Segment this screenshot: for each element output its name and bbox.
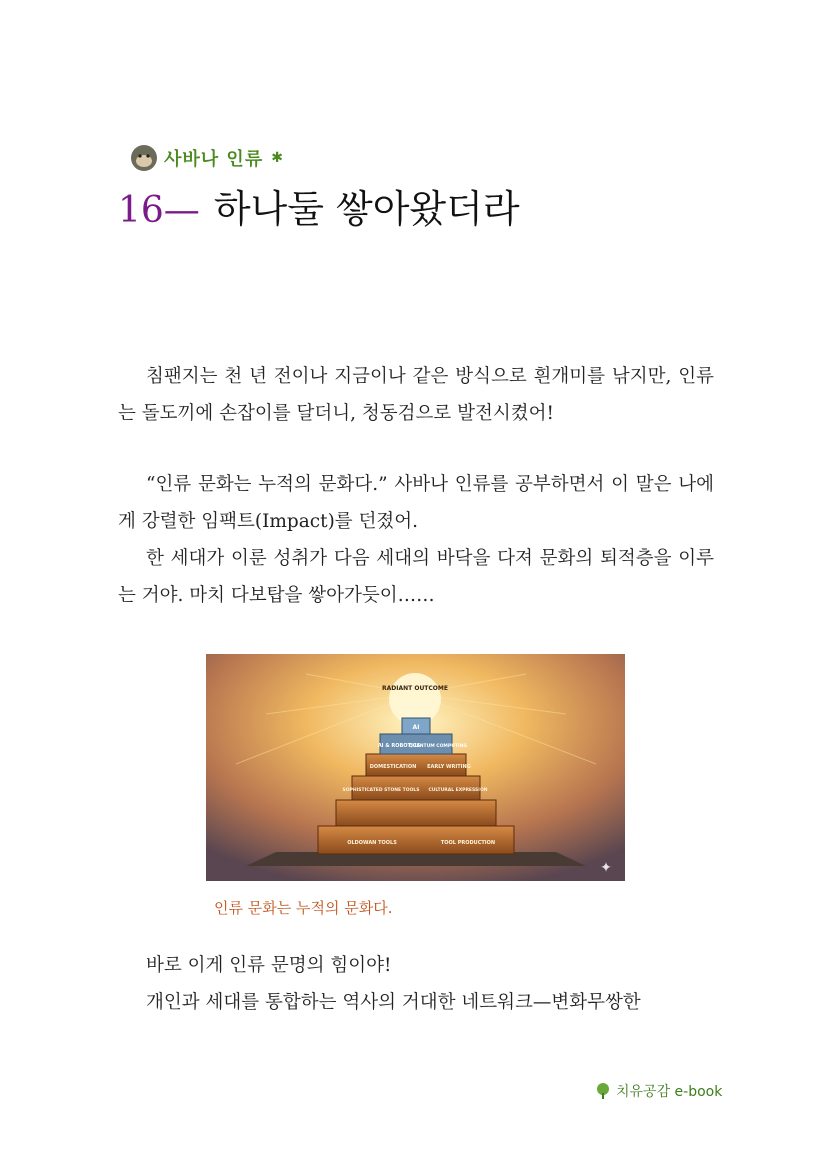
paragraph: 한 세대가 이룬 성취가 다음 세대의 바닥을 다져 문화의 퇴적층을 이루는 거야. 마치 다보탑을 쌓아가듯이…… xyxy=(118,548,714,606)
footer-brand-text: 치유공감 e-book xyxy=(616,1084,723,1100)
asterisk-star-icon: ✱ xyxy=(271,150,283,166)
body-section-2 xyxy=(118,466,714,614)
paragraph: 바로 이게 인류 문명의 힘이야! xyxy=(146,955,392,976)
sparkle-icon: ✦ xyxy=(600,860,612,876)
label-ai-robotics: AI & ROBOTICS xyxy=(377,743,421,749)
label-early-writing: EARLY WRITING xyxy=(427,764,471,770)
label-oldowan: OLDOWAN TOOLS xyxy=(347,840,397,846)
tree-logo-icon xyxy=(594,1082,612,1100)
paragraph: 침팬지는 천 년 전이나 지금이나 같은 방식으로 흰개미를 낚지만, 인류는 돌도끼에 손잡이를 달더니, 청동검으로 발전시켰어! xyxy=(118,366,714,424)
label-cultural: CULTURAL EXPRESSION xyxy=(428,788,488,793)
body-section-3 xyxy=(118,947,714,1021)
paragraph: 개인과 세대를 통합하는 역사의 거대한 네트워크—변화무쌍한 xyxy=(146,992,641,1013)
chapter-title-text: 하나둘 쌓아왔더라 xyxy=(213,187,520,231)
label-tool-production: TOOL PRODUCTION xyxy=(440,840,496,846)
body-section-1 xyxy=(118,358,714,432)
series-label: 사바나 인류 xyxy=(164,149,264,170)
series-header xyxy=(130,144,283,172)
chimpanzee-face-icon xyxy=(130,144,158,172)
pyramid-illustration xyxy=(206,654,625,881)
chapter-number: 16— xyxy=(118,190,200,231)
paragraph: “인류 문화는 누적의 문화다.” 사바나 인류를 공부하면서 이 말은 나에게 강렬한 임팩트(Impact)를 던졌어. xyxy=(118,474,714,532)
pyramid-tier-2 xyxy=(336,800,496,826)
footer-brand xyxy=(594,1081,722,1101)
chapter-title xyxy=(118,183,520,237)
label-top: RADIANT OUTCOME xyxy=(382,685,448,692)
label-ai: AI xyxy=(412,724,420,731)
label-stone-tools: SOPHISTICATED STONE TOOLS xyxy=(342,788,420,793)
label-quantum: QUANTUM COMPUTING xyxy=(408,744,468,749)
figure-caption: 인류 문화는 누적의 문화다. xyxy=(214,899,393,917)
label-domestication: DOMESTICATION xyxy=(369,764,417,770)
